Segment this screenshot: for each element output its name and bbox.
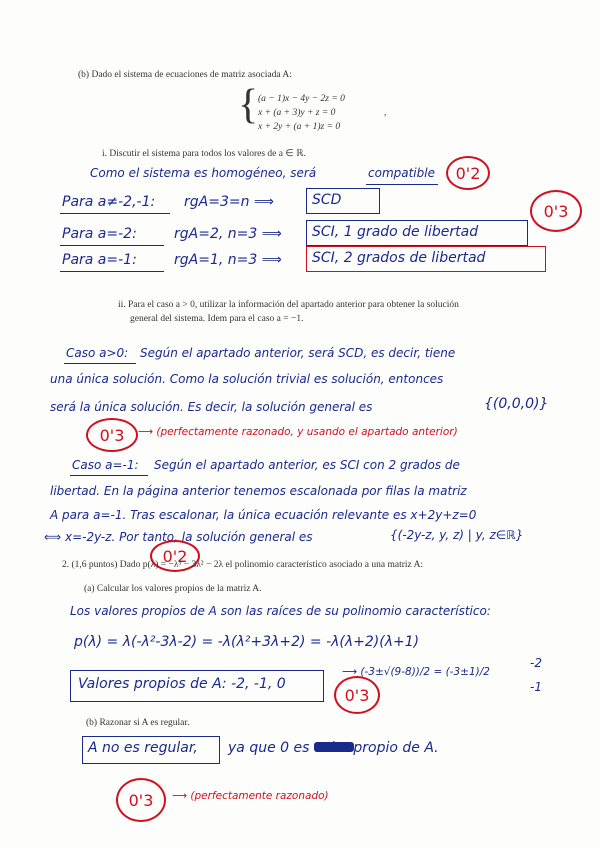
case-a-pos-line-2: una única solución. Como la solución trivial es solución, entonces	[50, 372, 444, 386]
answer-i-intro: Como el sistema es homogéneo, será	[90, 166, 317, 180]
question-ii-line-2: general del sistema. Idem para el caso a = −1.	[130, 314, 304, 324]
case-a-pos-underline	[64, 363, 136, 364]
equation-2: x + (a + 3)y + z = 0	[258, 108, 336, 118]
equation-end: ,	[384, 108, 387, 118]
grade-circle-ii-1: 0'3	[86, 418, 138, 452]
question-2a: (a) Calcular los valores propios de la matriz A.	[84, 584, 262, 594]
case-a-pos-line-1: Según el apartado anterior, será SCD, es decir, tiene	[140, 346, 456, 360]
case-a-pos-solution-set: {(0,0,0)}	[484, 396, 549, 412]
case-2-result-box	[306, 220, 528, 246]
case-2-rank: rgA=2, n=3 ⟹	[174, 226, 282, 242]
grader-comment-ii: ⟶ (perfectamente razonado, y usando el apartado anterior)	[138, 426, 458, 438]
case-a-neg1-underline	[70, 475, 148, 476]
grade-circle-2b: 0'3	[116, 778, 166, 822]
case-1-result-box	[306, 188, 380, 214]
case-2-underline	[60, 245, 164, 246]
grade-circle-i-1: 0'2	[446, 156, 490, 190]
answer-2a-quadratic: ⟶ (-3±√(9-8))/2 = (-3±1)/2	[342, 666, 490, 678]
question-ii-line-1: ii. Para el caso a > 0, utilizar la información del apartado anterior para obtener la solución	[118, 300, 459, 310]
case-a-neg1-label: Caso a=-1:	[72, 458, 139, 472]
eigenvalues-result: Valores propios de A: -2, -1, 0	[78, 676, 286, 692]
answer-2a-polynomial: p(λ) = λ(-λ²-3λ-2) = -λ(λ²+3λ+2) = -λ(λ+2)(λ+1)	[74, 634, 420, 650]
case-1-result: SCD	[312, 192, 342, 208]
case-3-result-box	[306, 246, 546, 272]
case-1-label: Para a≠-2,-1:	[62, 194, 156, 210]
grade-circle-2a: 0'3	[334, 676, 380, 714]
case-1-underline	[60, 213, 170, 214]
case-3-underline	[60, 271, 164, 272]
answer-i-compatible: compatible	[368, 166, 435, 180]
compatible-underline	[366, 184, 438, 185]
case-3-result: SCI, 2 grados de libertad	[312, 250, 486, 266]
case-a-pos-line-3: será la única solución. Es decir, la solución general es	[50, 400, 373, 414]
grade-circle-i-2: 0'3	[530, 190, 582, 232]
regular-answer-rest: ya que 0 es valor propio de A.	[228, 740, 439, 756]
case-a-neg1-solution-set: {(-2y-z, y, z) | y, z∈ℝ}	[390, 528, 524, 542]
question-2-header: 2. (1,6 puntos) Dado p(λ) = −λ³ − 3λ² − 2λ el polinomio característico asociado a una matriz A:	[62, 560, 424, 570]
case-3-label: Para a=-1:	[62, 252, 137, 268]
case-1-rank: rgA=3=n ⟹	[184, 194, 274, 210]
case-3-rank: rgA=1, n=3 ⟹	[174, 252, 282, 268]
case-a-neg1-line-1: Según el apartado anterior, es SCI con 2 grados de	[154, 458, 460, 472]
question-i: i. Discutir el sistema para todos los valores de a ∈ ℝ.	[102, 149, 306, 159]
system-brace: {	[238, 82, 259, 128]
case-a-pos-label: Caso a>0:	[66, 346, 129, 360]
answer-2a-root-2: -1	[530, 680, 542, 694]
part-b-intro: (b) Dado el sistema de ecuaciones de matriz asociada A:	[78, 70, 292, 80]
answer-2a-root-1: -2	[530, 656, 542, 670]
grade-circle-ii-2: 0'2	[150, 540, 200, 572]
equation-1: (a − 1)x − 4y − 2z = 0	[258, 94, 345, 104]
case-a-neg1-line-3: A para a=-1. Tras escalonar, la única ecuación relevante es x+2y+z=0	[50, 508, 477, 522]
grader-comment-2b: ⟶ (perfectamente razonado)	[172, 790, 329, 802]
case-2-result: SCI, 1 grado de libertad	[312, 224, 479, 240]
regular-answer-boxed: A no es regular,	[88, 740, 198, 756]
answer-2a-line-1: Los valores propios de A son las raíces de su polinomio característico:	[70, 604, 491, 618]
case-a-neg1-line-2: libertad. En la página anterior tenemos escalonada por filas la matriz	[50, 484, 467, 498]
question-2b: (b) Razonar si A es regular.	[86, 718, 190, 728]
equation-3: x + 2y + (a + 1)z = 0	[258, 122, 341, 132]
case-2-label: Para a=-2:	[62, 226, 137, 242]
case-a-neg1-line-4: ⟺ x=-2y-z. Por tanto, la solución general es	[44, 530, 313, 544]
